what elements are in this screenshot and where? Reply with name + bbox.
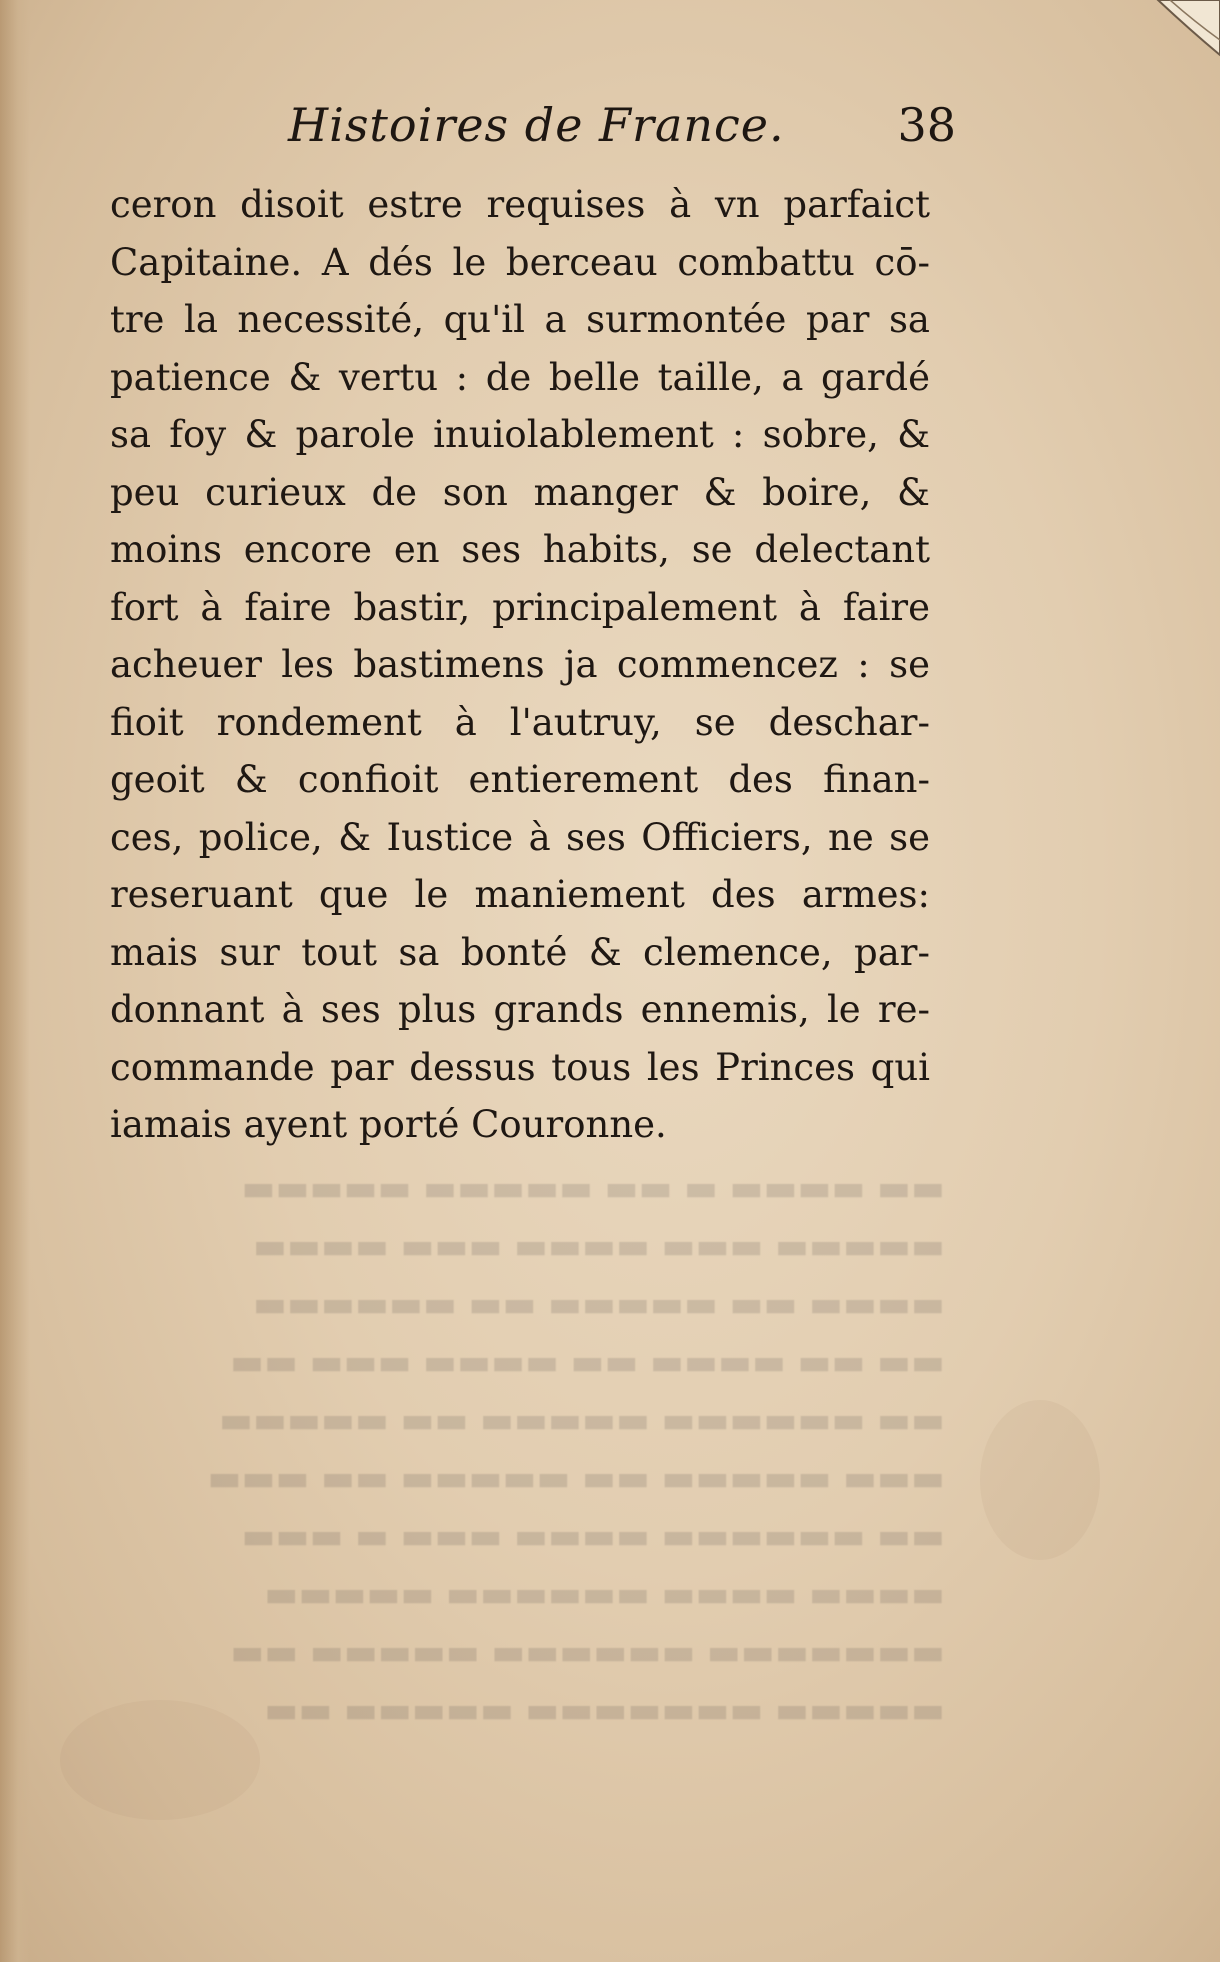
text-line: tre la necessité, qu'il a surmontée par sa [110,298,930,341]
text-line: Capitaine. A dés le berceau combattu cō- [110,240,930,284]
text-line: fort à faire bastir, principalement à faire [110,585,930,629]
body-text [110,176,930,1154]
text-line: peu curieux de son manger & boire, & [110,470,930,514]
running-head [110,98,956,158]
folded-corner-icon [1150,0,1220,60]
text-line: iamais ayent porté Couronne. [110,1103,667,1146]
text-line: commande par dessus tous les Princes qui [110,1045,930,1089]
text-line: sa foy & parole inuiolablement : sobre, & [110,413,930,456]
text-line: geoit & confioit entierement des finan- [110,758,930,801]
page-number: 38 [897,98,956,152]
text-line: mais sur tout sa bonté & clemence, par- [110,930,930,974]
running-title: Histoires de France. [288,98,785,152]
text-line: ceron disoit estre requises à vn parfaict [110,183,930,226]
text-line: moins encore en ses habits, se delectant [110,528,930,571]
paper-stain [980,1400,1100,1560]
page-gutter-edge [0,0,30,1962]
text-line: fioit rondement à l'autruy, se deschar- [110,700,930,744]
text-line: acheuer les bastimens ja commencez : se [110,643,930,686]
show-through-texture: ▬▬ ▬▬▬▬ ▬ ▬▬ ▬▬▬▬▬ ▬▬▬▬▬ ▬▬▬▬▬ ▬▬▬ ▬▬▬▬ ▬▬▬ ▬▬▬▬ ▬▬▬▬ ▬▬ ▬▬▬▬▬ ▬▬ ▬▬▬▬▬▬ ▬▬ ▬▬ ▬▬▬▬ ▬▬ ▬▬▬▬ ▬▬▬ ▬▬ ▬▬ ▬▬▬▬▬▬ ▬▬▬▬▬ ▬▬ ▬▬▬▬▬ ▬▬▬ ▬▬▬▬▬ ▬▬ ▬▬▬▬▬ ▬▬ ▬▬▬ ▬▬ ▬▬▬▬▬▬ ▬▬▬▬ ▬▬▬ ▬ ▬▬▬ ▬▬▬▬ ▬▬▬▬ ▬▬▬▬▬▬ ▬▬▬▬▬ ▬▬▬▬▬▬▬ ▬▬▬▬▬▬ ▬▬▬▬▬ ▬▬ ▬▬▬▬▬ ▬▬▬▬▬▬▬ ▬▬▬▬▬ ▬▬ [207,1168,945,1731]
text-line: reseruant que le maniement des armes: [110,873,930,916]
text-line: patience & vertu : de belle taille, a gardé [110,355,930,399]
text-line: donnant à ses plus grands ennemis, le re- [110,988,930,1031]
text-line: ces, police, & Iustice à ses Officiers, ne se [110,815,930,859]
